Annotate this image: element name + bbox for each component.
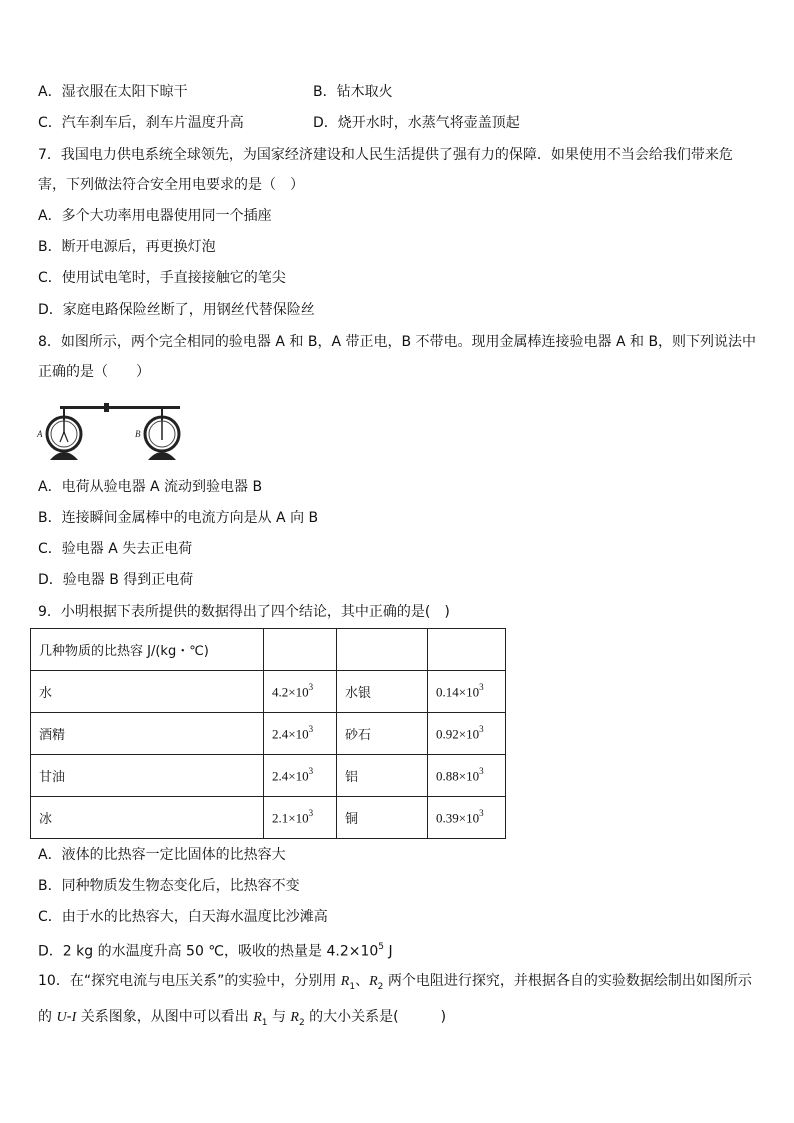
table-header-row [31, 629, 506, 671]
q6-option-c: C．汽车刹车后，刹车片温度升高 [38, 115, 244, 131]
q9-option-d: D．2 kg 的水温度升高 50 ℃，吸收的热量是 $4.2\times 10^5$ J [38, 942, 393, 960]
q7-option-c: C．使用试电笔时，手直接接触它的笔尖 [38, 270, 286, 286]
q9-option-b: B．同种物质发生物态变化后，比热容不变 [38, 878, 300, 894]
table-row [31, 671, 506, 713]
substance-cell: 砂石 [337, 713, 428, 755]
q8-option-d: D．验电器 B 得到正电荷 [38, 572, 194, 588]
q6-option-a: A．湿衣服在太阳下晾干 [38, 84, 188, 100]
q9-option-c: C．由于水的比热容大，白天海水温度比沙滩高 [38, 909, 328, 925]
q9-stem: 9．小明根据下表所提供的数据得出了四个结论，其中正确的是( ) [38, 604, 450, 620]
q7-option-d: D．家庭电路保险丝断了，用钢丝代替保险丝 [38, 302, 315, 318]
q10-stem: 10．在“探究电流与电压关系”的实验中，分别用 $R_1$、$R_2$ 两个电阻进行探究，并根据各自的实验数据绘制出如图所示的 U-I 关系图象，从图中可以看出 $R_1$ 与 $R_2$ 的大小关系是( ) [38, 973, 752, 1028]
q9-option-a: A．液体的比热容一定比固体的比热容大 [38, 847, 286, 863]
value-cell: $4.2\times 10^3$ [264, 671, 337, 713]
substance-cell: 甘油 [31, 755, 264, 797]
q7-option-b: B．断开电源后，再更换灯泡 [38, 239, 216, 255]
table-title: 几种物质的比热容 J/(kg・℃) [31, 629, 264, 671]
electroscope-figure [34, 400, 194, 464]
q7-option-a: A．多个大功率用电器使用同一个插座 [38, 208, 272, 224]
q8-stem: 8．如图所示，两个完全相同的验电器 A 和 B，A 带正电，B 不带电。现用金属棒连接验电器 A 和 B，则下列说法中正确的是（ ） [38, 334, 757, 380]
substance-cell: 铜 [337, 797, 428, 839]
electroscope-a [47, 408, 81, 460]
q8-option-c: C．验电器 A 失去正电荷 [38, 541, 193, 557]
label-a: A [37, 429, 43, 439]
q6-option-b: B．钻木取火 [313, 84, 393, 100]
value-cell: $2.4\times 10^3$ [264, 713, 337, 755]
table-row [31, 755, 506, 797]
q6-option-d: D．烧开水时，水蒸气将壶盖顶起 [313, 115, 520, 131]
label-b: B [135, 429, 141, 439]
value-cell: $0.39\times 10^3$ [428, 797, 506, 839]
q8-option-a: A．电荷从验电器 A 流动到验电器 B [38, 479, 263, 495]
electroscope-b [145, 408, 179, 460]
substance-cell: 冰 [31, 797, 264, 839]
substance-cell: 铝 [337, 755, 428, 797]
substance-cell: 水 [31, 671, 264, 713]
substance-cell: 水银 [337, 671, 428, 713]
value-cell: $2.4\times 10^3$ [264, 755, 337, 797]
value-cell: $0.92\times 10^3$ [428, 713, 506, 755]
table-row [31, 713, 506, 755]
rod-handle [104, 403, 109, 412]
q7-stem: 7．我国电力供电系统全球领先，为国家经济建设和人民生活提供了强有力的保障．如果使用不当会给我们带来危害，下列做法符合安全用电要求的是（ ） [38, 147, 733, 193]
table-row [31, 797, 506, 839]
value-cell: $0.88\times 10^3$ [428, 755, 506, 797]
substance-cell: 酒精 [31, 713, 264, 755]
value-cell: $2.1\times 10^3$ [264, 797, 337, 839]
q8-option-b: B．连接瞬间金属棒中的电流方向是从 A 向 B [38, 510, 319, 526]
specific-heat-table [30, 628, 506, 839]
value-cell: $0.14\times 10^3$ [428, 671, 506, 713]
